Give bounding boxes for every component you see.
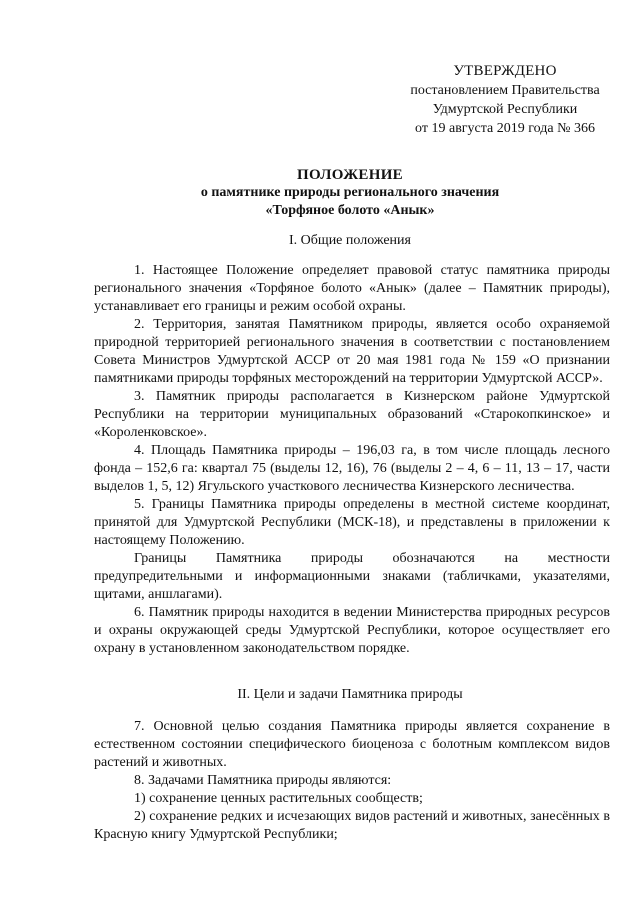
approval-stamp bbox=[380, 62, 630, 138]
section-1-heading: I. Общие положения bbox=[289, 233, 411, 248]
list-item-1: 1) сохранение ценных растительных сообществ; bbox=[134, 791, 423, 806]
approval-line-1: постановлением Правительства bbox=[410, 83, 600, 98]
approval-heading: УТВЕРЖДЕНО bbox=[453, 63, 557, 79]
paragraph-8: 8. Задачами Памятника природы являются: bbox=[134, 773, 392, 788]
title-main: ПОЛОЖЕНИЕ bbox=[297, 167, 403, 183]
section-2-heading: II. Цели и задачи Памятника природы bbox=[237, 687, 463, 702]
paragraph-7: 7. Основной целью создания Памятника природы является сохранение в естественном состоянии специфического биоценоза с болотным комплексом видов растений и животных. bbox=[94, 719, 610, 770]
list-item-2: 2) сохранение редких и исчезающих видов растений и животных, занесённых в Красную книгу Удмуртской Республики; bbox=[94, 809, 610, 842]
paragraph-1: 1. Настоящее Положение определяет правовой статус памятника природы регионального значения «Торфяное болото «Анык» (далее – Памятник природы), устанавливает его границы и режим особой охраны. bbox=[94, 263, 610, 314]
section-2-body bbox=[94, 718, 610, 844]
paragraph-5: 5. Границы Памятника природы определены в местной системе координат, принятой для Удмуртской Республики (МСК-18), и представлены в приложении к настоящему Положению. bbox=[94, 497, 610, 548]
approval-line-3: от 19 августа 2019 года № 366 bbox=[415, 121, 595, 136]
paragraph-2: 2. Территория, занятая Памятником природы, является особо охраняемой природной территорией регионального значения в соответствии с постановлением Совета Министров Удмуртской АССР от 20 мая 1981 года № 159 «О признании памятниками природы торфяных месторождений на территории Удмуртской АССР». bbox=[94, 317, 610, 386]
paragraph-6: 6. Памятник природы находится в ведении Министерства природных ресурсов и охраны окружающей среды Удмуртской Республики, которое осуществляет его охрану в установленном законодательством порядке. bbox=[94, 605, 610, 656]
section-1-body bbox=[94, 262, 610, 658]
paragraph-3: 3. Памятник природы располагается в Кизнерском районе Удмуртской Республики на территории муниципальных образований «Старокопкинское» и «Короленковское». bbox=[94, 389, 610, 440]
paragraph-4: 4. Площадь Памятника природы – 196,03 га, в том числе площадь лесного фонда – 152,6 га: квартал 75 (выделы 12, 16), 76 (выделы 2 – 4, 6 – 11, 13 – 17, части выделов 1, 5, 12) Ягульского участкового лесничества Кизнерского лесничества. bbox=[94, 443, 610, 494]
paragraph-5-boundaries: Границы Памятника природы обозначаются на местности предупредительными и информационными знаками (табличками, указателями, щитами, аншлагами). bbox=[94, 551, 610, 602]
approval-line-2: Удмуртской Республики bbox=[432, 102, 578, 117]
title-line-2: о памятнике природы регионального значения bbox=[200, 185, 500, 200]
document-title bbox=[60, 166, 640, 220]
title-line-3: «Торфяное болото «Анык» bbox=[265, 203, 435, 218]
